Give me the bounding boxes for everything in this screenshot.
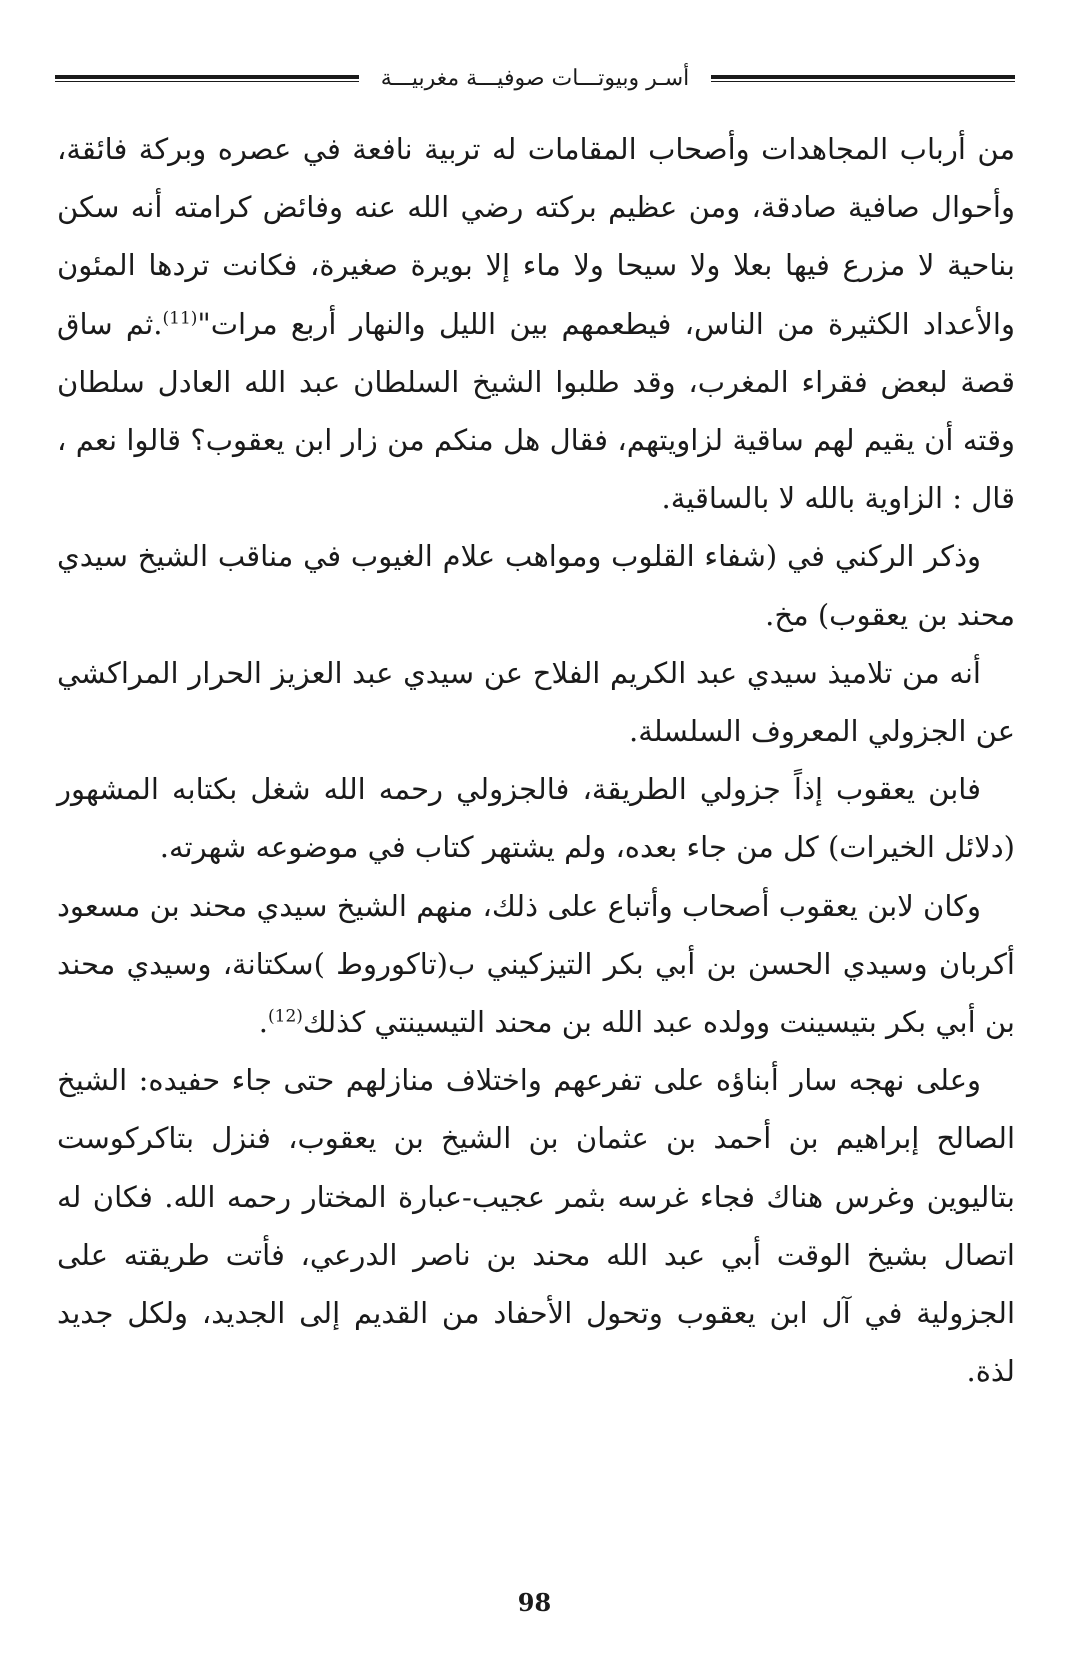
running-title: أسـر وبيوتـــات صوفيـــة مغربيـــة	[380, 65, 690, 91]
paragraph-text: وعلى نهجه سار أبناؤه على تفرعهم واختلاف منازلهم حتى جاء حفيده: الشيخ الصالح إبراهيم بن أحمد بن عثمان بن الشيخ بن يعقوب، فنزل بتاكركوست بتاليوين وغرس هناك فجاء غرسه بثمر عجيب-عبارة المختار رحمه الله. فكان له اتصال بشيخ الوقت أبي عبد الله محند بن ناصر الدرعي، فأتت طريقته على الجزولية في آل ابن يعقوب وتحول الأحفاد من القديم إلى الجديد، ولكل جديد لذة.	[57, 1063, 1015, 1389]
paragraph-text: أنه من تلاميذ سيدي عبد الكريم الفلاح عن سيدي عبد العزيز الحرار المراكشي عن الجزولي المعروف السلسلة.	[57, 655, 1015, 749]
header-rule-right	[711, 75, 1015, 82]
body-text	[57, 120, 1015, 1540]
running-header	[55, 58, 1015, 98]
paragraph-text: من أرباب المجاهدات وأصحاب المقامات له تربية نافعة في عصره وبركة فائقة، وأحوال صافية صادقة، ومن عظيم بركته رضي الله عنه وفائض كرامته أنه سكن بناحية لا مزرع فيها بعلا ولا سيحا ولا ماء إلا بويرة صغيرة، فكانت تردها المئون والأعداد الكثيرة من الناس، فيطعمهم بين الليل والنهار أربع مرات"	[57, 132, 1015, 341]
footnote-marker: (12)	[267, 1006, 303, 1027]
paragraph	[57, 1051, 1015, 1400]
paragraph	[57, 120, 1015, 527]
paragraph-text: وذكر الركني في (شفاء القلوب ومواهب علام الغيوب في مناقب الشيخ سيدي محند بن يعقوب) مخ.	[57, 539, 1015, 632]
paragraph-text: فابن يعقوب إذاً جزولي الطريقة، فالجزولي رحمه الله شغل بكتابه المشهور (دلائل الخيرات) كل من جاء بعده، ولم يشتهر كتاب في موضوعه شهرته.	[57, 772, 1015, 865]
header-rule-left	[55, 75, 359, 82]
paragraph	[57, 527, 1015, 643]
paragraph-text: .ثم ساق قصة لبعض فقراء المغرب، وقد طلبوا الشيخ السلطان عبد الله العادل سلطان وقته أن يقيم لهم ساقية لزاويتهم، فقال هل منكم من زار ابن يعقوب؟ قالوا نعم ، قال : الزاوية بالله لا بالساقية.	[57, 306, 1015, 516]
footnote-marker: (11)	[162, 307, 198, 328]
paragraph-text: وكان لابن يعقوب أصحاب وأتباع على ذلك، منهم الشيخ سيدي محند بن مسعود أكربان وسيدي الحسن بن أبي بكر التيزكيني ب(تاكوروط )سكتانة، وسيدي محند بن أبي بكر بتيسينت وولده عبد الله بن محند التيسينتي كذلك	[57, 888, 1015, 1040]
paragraph	[57, 877, 1015, 1052]
page-number: 98	[517, 1588, 552, 1617]
paragraph-text: .	[258, 1005, 268, 1040]
paragraph	[57, 644, 1015, 760]
paragraph	[57, 760, 1015, 876]
